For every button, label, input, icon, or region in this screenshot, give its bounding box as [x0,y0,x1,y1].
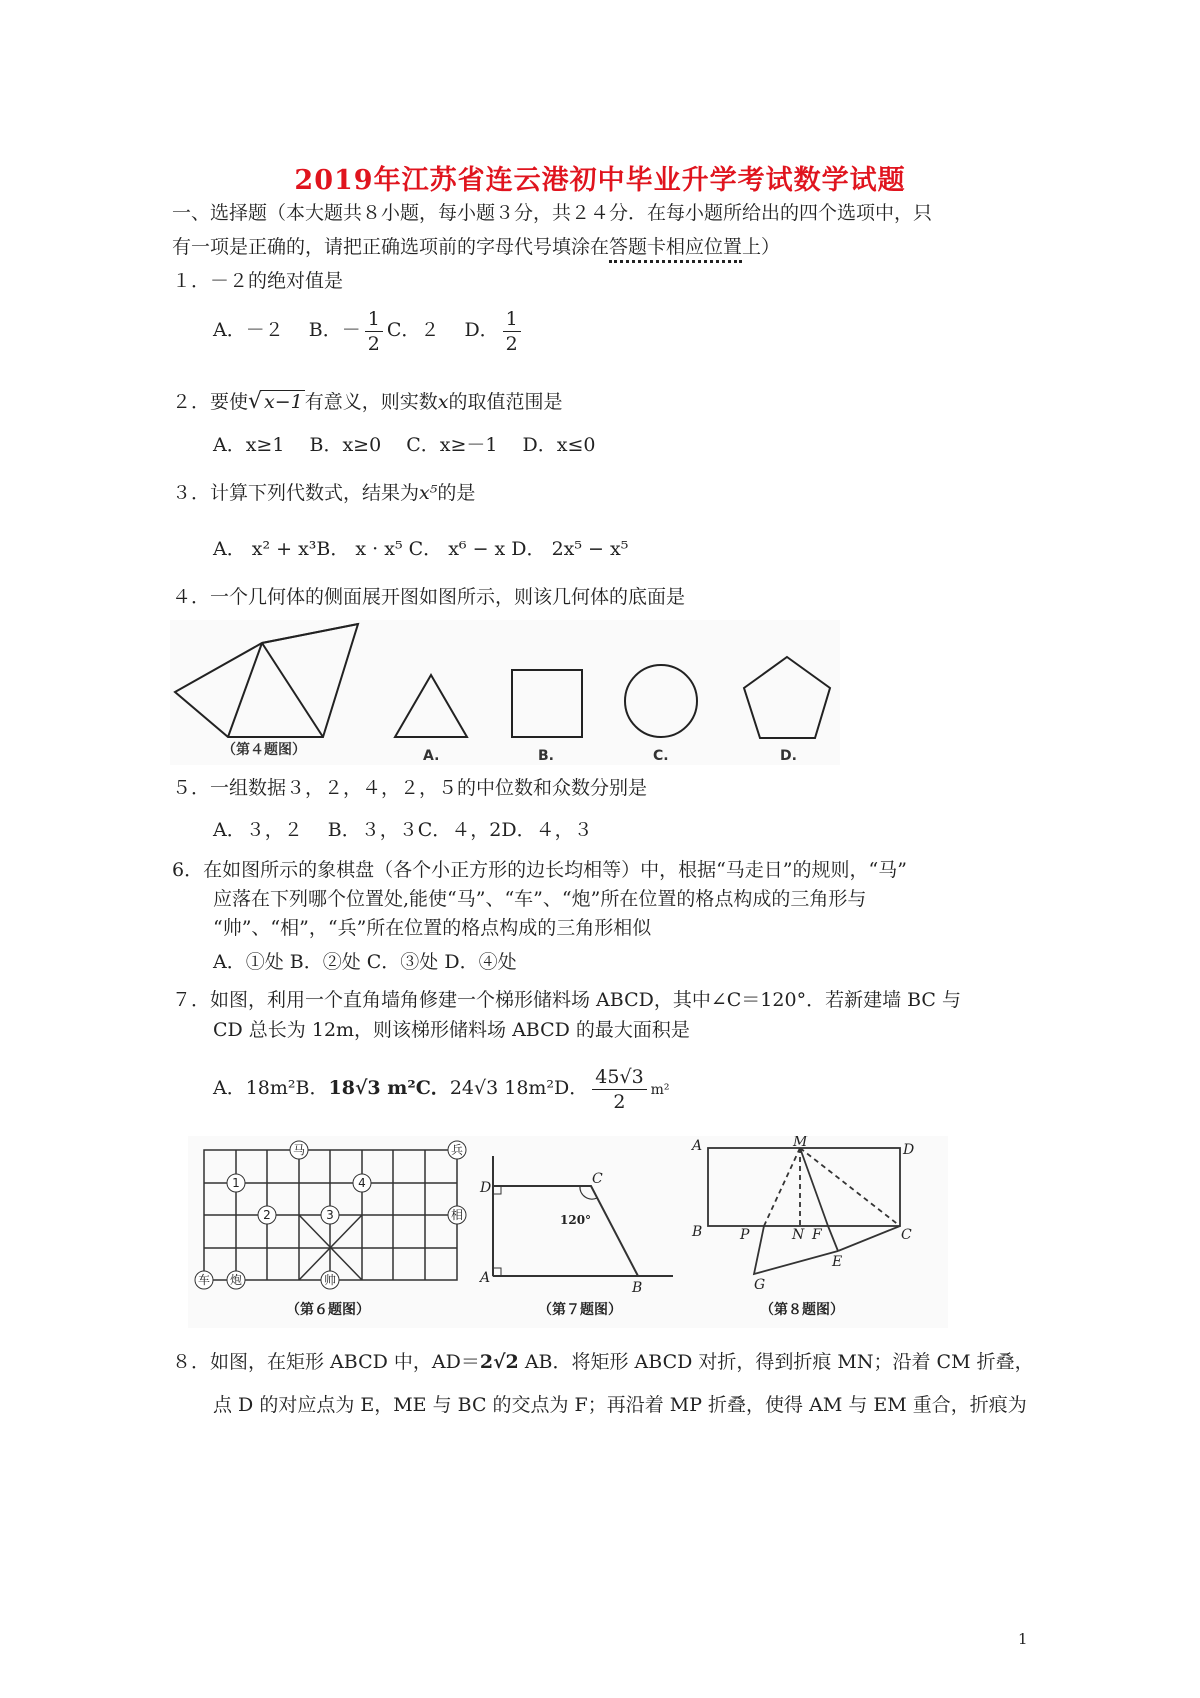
position-1: 1 [232,1176,240,1190]
pentagon-option [744,657,830,738]
position-2: 2 [263,1208,271,1222]
label-f-fig8: F [812,1227,822,1243]
question-8-line1 [172,1345,1042,1379]
question-7-line2: CD 总长为 12m，则该梯形储料场 ABCD 的最大面积是 [213,1019,690,1041]
label-c-fig7: C [592,1171,603,1187]
piece-xiang: 相 [450,1208,464,1222]
question-1-options [213,302,1083,358]
instruction-text: 有一项是正确的，请把正确选项前的字母代号填涂在 [172,236,610,258]
label-c: C. [653,748,669,764]
label-a-fig8: A [692,1138,703,1154]
question-3-options: A． x² + x³B． x · x⁵ C． x⁶ − x D． 2x⁵ − x⁵ [213,538,629,560]
option-b: 18√3 m²C． [328,1077,450,1099]
piece-pao: 炮 [229,1273,243,1287]
question-4-stem: ４．一个几何体的侧面展开图如图所示，则该几何体的底面是 [172,586,686,608]
position-3: 3 [326,1208,334,1222]
math-expression: x⁵ [419,482,438,504]
question-1-stem: １．－２的绝对值是 [172,270,344,292]
question-6-line2: 应落在下列哪个位置处,能使“马”、“车”、“炮”所在位置的格点构成的三角形与 [213,888,867,910]
label-b-fig7: B [632,1280,643,1296]
label-c-fig8: C [901,1227,912,1243]
question-6-line3: “帅”、“相”，“兵”所在位置的格点构成的三角形相似 [213,917,652,939]
option-d: D． [464,319,499,341]
fraction: $\frac{1}{2}$ [503,307,521,356]
piece-shuai: 帅 [323,1273,337,1287]
label-d: D. [780,748,797,764]
circle-option [625,665,697,737]
option-a: A．－２ [213,319,284,341]
question-2-stem: ２．要使√ x−1 有意义，则实数x的取值范围是 [172,389,563,414]
page-title: 2019年江苏省连云港初中毕业升学考试数学试题 [294,165,906,196]
option-a: A．18m²B． [213,1077,329,1099]
question-3-stem [172,476,1042,510]
question-7-options [213,1058,1083,1120]
angle-label: 120° [560,1213,592,1227]
section-instruction-line1: 一、选择题（本大题共８小题，每小题３分，共２４分．在每小题所给出的四个选项中，只 [172,202,933,224]
stem-text: ８．如图，在矩形 ABCD 中，AD＝ [172,1351,480,1373]
question-8-line2: 点 D 的对应点为 E，ME 与 BC 的交点为 F；再沿着 MP 折叠，使得 AM 与 EM 重合，折痕为 [213,1394,1027,1416]
radicand: x−1 [264,391,303,413]
label-m-fig8: M [793,1136,808,1150]
figures-6-7-8 [188,1136,948,1328]
section-instruction-line2 [172,230,1042,264]
question-6-line1: 6．在如图所示的象棋盘（各个小正方形的边长均相等）中，根据“马走日”的规则，“马” [172,859,907,881]
figure-8-caption: （第８题图） [760,1302,844,1318]
variable: x [437,391,449,413]
position-4: 4 [358,1176,366,1190]
stem-text: 的取值范围是 [448,391,563,413]
square-option [512,670,582,737]
math-expression: 2√2 [479,1351,519,1373]
net-outline [175,624,358,737]
rectangle-fold-figure [708,1148,900,1274]
label-n-fig8: N [792,1227,805,1243]
instruction-text-end: 上） [742,236,781,258]
label-e-fig8: E [832,1254,843,1270]
question-5-stem: ５．一组数据３，２，４，２，５的中位数和众数分别是 [172,777,648,799]
figure-7-caption: （第７题图） [538,1302,622,1318]
question-5-options: A．３，２ B．３，３C．４，2D．４，３ [213,819,593,841]
label-p-fig8: P [740,1227,750,1243]
figure-6-caption: （第６题图） [286,1302,370,1318]
label-b-fig8: B [692,1224,703,1240]
question-6-options: A．①处 B．②处 C．③处 D．④处 [213,951,517,973]
stem-text: AB．将矩形 ABCD 对折，得到折痕 MN；沿着 CM 折叠， [518,1351,1034,1373]
emphasized-text: 答题卡相应位置 [609,236,742,263]
option-c: 24√3 18m²D． [449,1077,589,1099]
label-g-fig8: G [754,1277,766,1293]
figure-4 [170,620,840,765]
piece-che: 车 [197,1273,211,1287]
question-2-options: A．x≥1 B．x≥0 C．x≥－1 D．x≤0 [213,434,596,456]
option-b: B．－ [308,319,361,341]
figure-4-caption: （第４题图） [222,742,306,758]
stem-text: 有意义，则实数 [304,391,438,413]
page-number: 1 [1018,1630,1028,1648]
label-d-fig8: D [903,1142,915,1158]
piece-bing: 兵 [450,1143,464,1157]
label-b: B. [538,748,554,764]
fraction: $\frac{1}{2}$ [365,307,383,356]
stem-text: ３．计算下列代数式，结果为 [172,482,420,504]
fraction: $\frac{45√3}{2}$ [592,1065,646,1114]
triangle-option [395,675,467,737]
piece-ma: 马 [292,1143,306,1157]
label-a: A. [423,748,440,764]
stem-text: 的是 [437,482,476,504]
label-a-fig7: A [480,1270,491,1286]
question-7-line1: ７．如图，利用一个直角墙角修建一个梯形储料场 ABCD，其中∠C＝120°．若新建墙 BC 与 [172,989,962,1011]
option-c: C．２ [386,319,440,341]
stem-text: ２．要使 [172,391,249,413]
label-d-fig7: D [480,1180,492,1196]
unit: m² [650,1082,670,1098]
